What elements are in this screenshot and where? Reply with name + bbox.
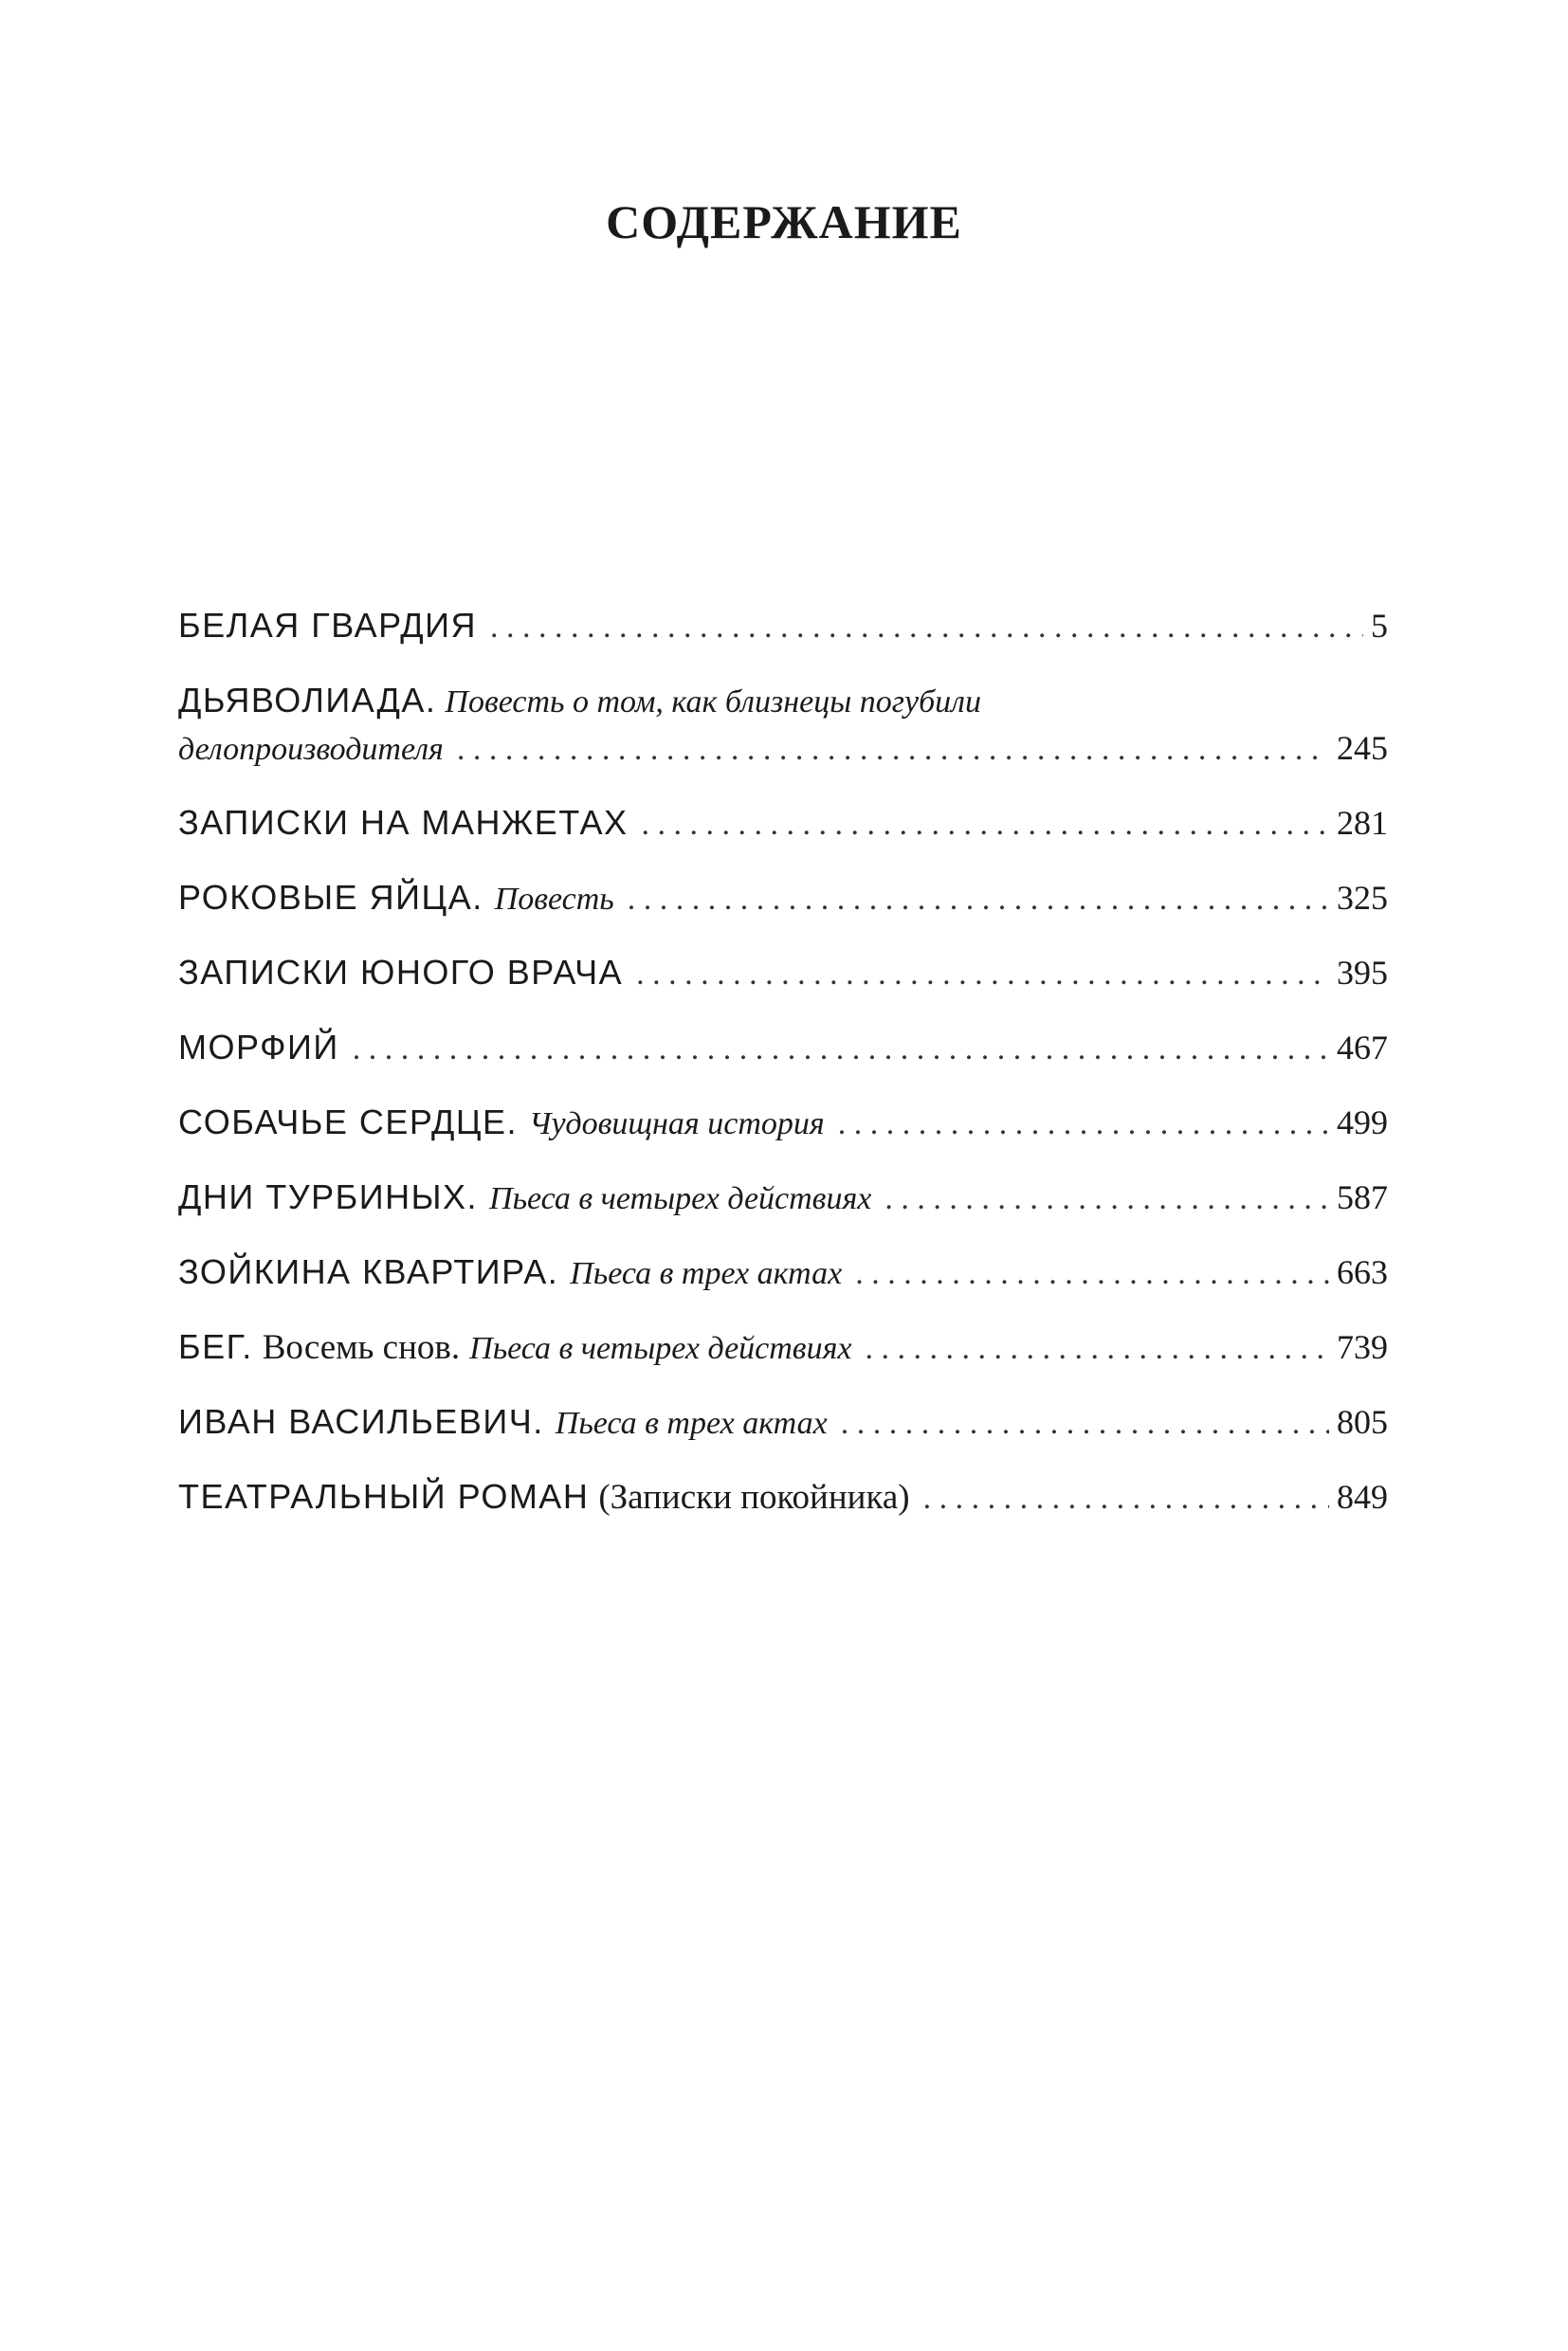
- toc-entry-beg[interactable]: [178, 1324, 1388, 1372]
- dot-leader: [923, 1476, 1329, 1522]
- toc-entry-title: БЕГ.: [178, 1327, 253, 1366]
- toc-page-number: 663: [1337, 1253, 1388, 1291]
- toc-page-number: 325: [1337, 879, 1388, 917]
- toc-page-number: 849: [1337, 1478, 1388, 1516]
- dot-leader: [457, 727, 1329, 773]
- toc-entry-zapiski-yunogo-vracha[interactable]: [178, 950, 1388, 997]
- toc-entry-subtitle-continued: делопроизводителя: [178, 732, 444, 767]
- toc-entry-title: ЗОЙКИНА КВАРТИРА.: [178, 1252, 559, 1291]
- dot-leader: [353, 1027, 1329, 1072]
- toc-entry-subtitle: Повесть: [494, 882, 614, 917]
- toc-entry-title: МОРФИЙ: [178, 1028, 339, 1066]
- toc-page-number: 281: [1337, 804, 1388, 842]
- toc-page-number: 587: [1337, 1178, 1388, 1216]
- toc-entry-title: БЕЛАЯ ГВАРДИЯ: [178, 606, 477, 645]
- toc-entry-subtitle: Пьеса в трех актах: [555, 1406, 828, 1441]
- toc-entry-title: ДНИ ТУРБИНЫХ.: [178, 1177, 479, 1216]
- dot-leader: [642, 802, 1329, 847]
- toc-entry-title-plain: Восемь снов.: [262, 1328, 461, 1367]
- toc-entry-subtitle: Пьеса в четырех действиях: [469, 1331, 852, 1366]
- toc-entry-morfiy[interactable]: [178, 1025, 1388, 1072]
- toc-page-number: 467: [1337, 1029, 1388, 1066]
- dot-leader: [838, 1102, 1329, 1147]
- toc-entry-sobachye-serdtse[interactable]: [178, 1100, 1388, 1147]
- table-of-contents: [178, 603, 1388, 1549]
- dot-leader: [490, 605, 1363, 650]
- toc-entry-rokovye-yaytsa[interactable]: [178, 875, 1388, 922]
- toc-entry-dni-turbinykh[interactable]: [178, 1175, 1388, 1222]
- toc-entry-subtitle: Пьеса в четырех действиях: [489, 1181, 872, 1216]
- toc-entry-subtitle: Чудовищная история: [529, 1106, 825, 1141]
- dot-leader: [841, 1401, 1329, 1447]
- dot-leader: [855, 1251, 1329, 1297]
- dot-leader: [865, 1326, 1329, 1372]
- toc-entry-title: ТЕАТРАЛЬНЫЙ РОМАН: [178, 1477, 590, 1516]
- toc-entry-subtitle: Пьеса в трех актах: [570, 1256, 843, 1291]
- toc-page-number: 805: [1337, 1403, 1388, 1441]
- toc-entry-zapiski-na-manzhetakh[interactable]: [178, 800, 1388, 847]
- toc-entry-title-plain: (Записки покойника): [598, 1478, 910, 1517]
- toc-page-number: 5: [1371, 607, 1388, 645]
- toc-entry-dyavoliada[interactable]: [178, 678, 1388, 773]
- toc-entry-subtitle: Повесть о том, как близнецы погубили: [445, 684, 982, 720]
- toc-entry-title: ИВАН ВАСИЛЬЕВИЧ.: [178, 1402, 544, 1441]
- toc-page-number: 739: [1337, 1328, 1388, 1366]
- toc-entry-title: ЗАПИСКИ НА МАНЖЕТАХ: [178, 803, 629, 842]
- toc-entry-title: ДЬЯВОЛИАДА.: [178, 681, 437, 720]
- toc-entry-title: СОБАЧЬЕ СЕРДЦЕ.: [178, 1103, 519, 1141]
- toc-page-number: 499: [1337, 1103, 1388, 1141]
- toc-entry-belaya-gvardiya[interactable]: [178, 603, 1388, 650]
- toc-entry-zoykina-kvartira[interactable]: [178, 1249, 1388, 1297]
- toc-entry-title: РОКОВЫЕ ЯЙЦА.: [178, 878, 483, 917]
- toc-page-number: 245: [1337, 729, 1388, 767]
- toc-page-number: 395: [1337, 954, 1388, 992]
- dot-leader: [628, 877, 1329, 922]
- toc-entry-ivan-vasilyevich[interactable]: [178, 1399, 1388, 1447]
- page-title: СОДЕРЖАНИЕ: [606, 195, 962, 248]
- toc-entry-title: ЗАПИСКИ ЮНОГО ВРАЧА: [178, 953, 624, 992]
- dot-leader: [636, 952, 1329, 997]
- dot-leader: [884, 1176, 1329, 1222]
- toc-entry-teatralny-roman[interactable]: [178, 1474, 1388, 1522]
